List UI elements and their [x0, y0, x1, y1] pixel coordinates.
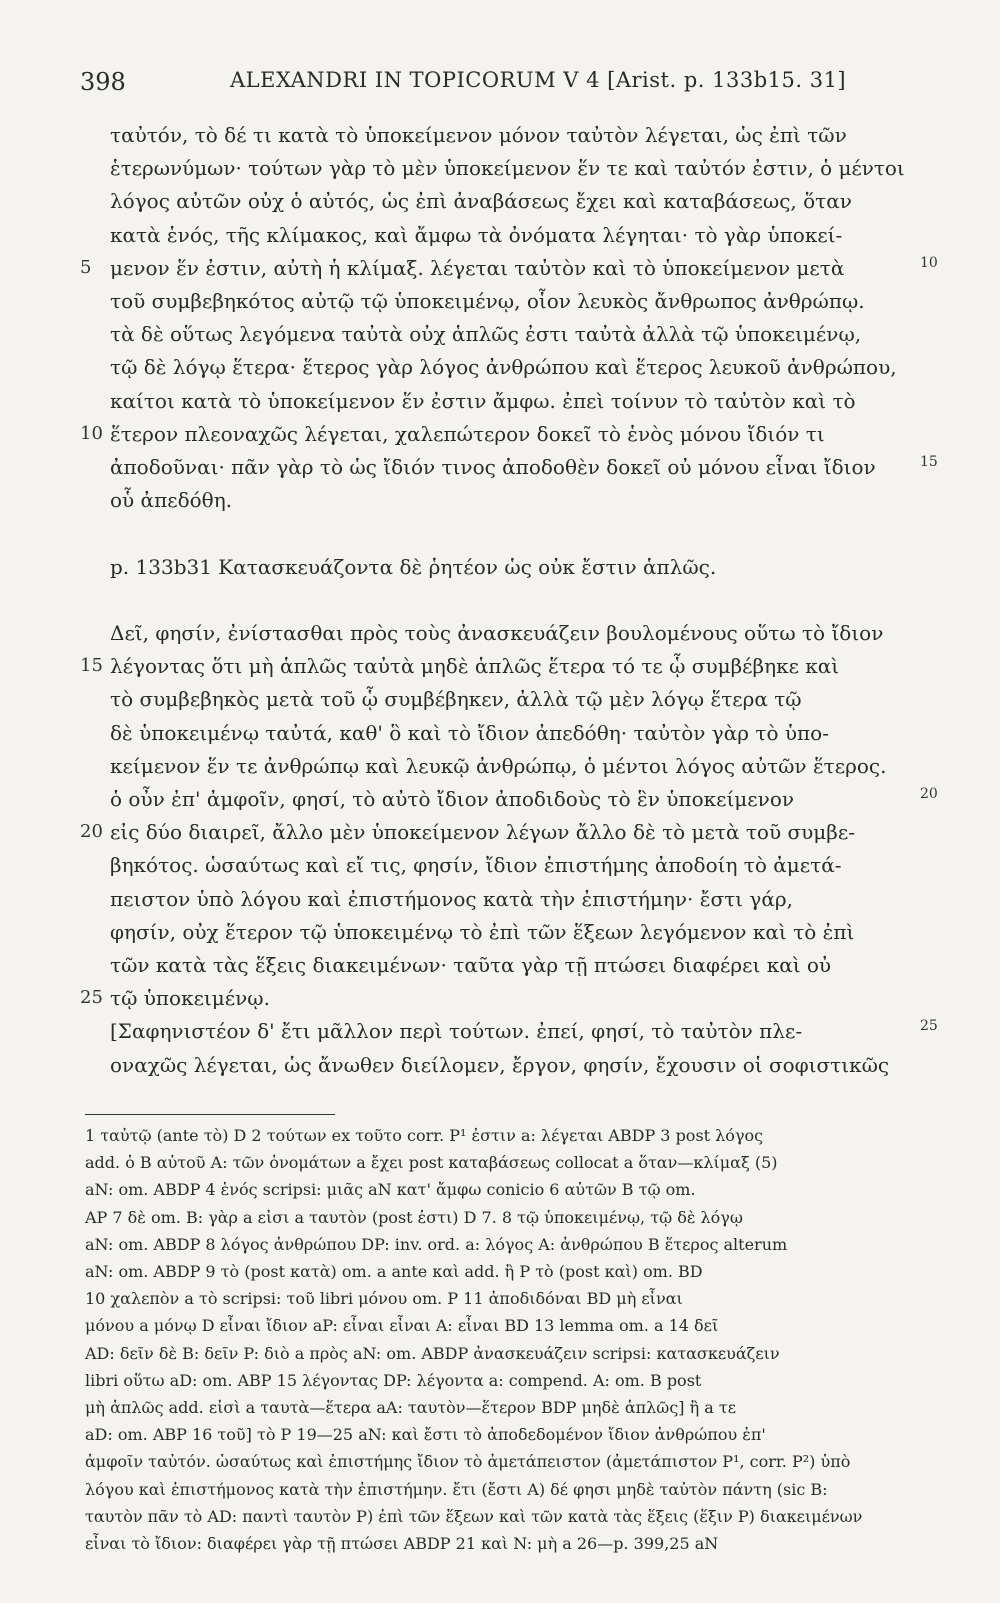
- lemma-line: p. 133b31 Κατασκευάζοντα δὲ ῥητέον ὡς οὐκ ἔστιν ἁπλῶς.: [110, 554, 717, 579]
- footnote-line: aN: om. ABDP 9 τὸ (post κατὰ) om. a ante καὶ add. ἢ P τὸ (post καὶ) om. BD: [85, 1262, 703, 1281]
- footnote-line: aD: om. ABP 16 τοῦ] τὸ P 19—25 aN: καὶ ἔστι τὸ ἀποδεδομένον ἴδιον ἀνθρώπου ἐπ': [85, 1425, 766, 1445]
- margin-reference: 10: [920, 254, 938, 271]
- line-number: 15: [80, 655, 103, 677]
- text-line: φησίν, οὐχ ἕτερον τῷ ὑποκειμένῳ τὸ ἐπὶ τῶν ἕξεων λεγόμενον καὶ τὸ ἐπὶ: [110, 919, 855, 944]
- text-line: τὰ δὲ οὕτως λεγόμενα ταὐτὰ οὐχ ἁπλῶς ἐστι ταὐτὰ ἀλλὰ τῷ ὑποκειμένῳ,: [110, 322, 862, 347]
- margin-reference: 15: [920, 454, 938, 470]
- running-title: ALEXANDRI IN TOPICORUM V 4 [Arist. p. 133b15. 31]: [230, 68, 847, 92]
- text-line: εἰς δύο διαιρεῖ, ἄλλο μὲν ὑποκείμενον λέγων ἄλλο δὲ τὸ μετὰ τοῦ συμβε-: [110, 820, 855, 845]
- footnote-line: 1 ταὐτῷ (ante τὸ) D 2 τούτων ex τοῦτο corr. P¹ ἐστιν a: λέγεται ABDP 3 post λόγος: [85, 1126, 764, 1145]
- text-line: δὲ ὑποκειμένῳ ταὐτά, καθ' ὃ καὶ τὸ ἴδιον ἀπεδόθη· ταὐτὸν γὰρ τὸ ὑπο-: [110, 720, 829, 745]
- line-number: 25: [80, 987, 103, 1009]
- footnote-line: ταυτὸν πᾶν τὸ AD: παντὶ ταυτὸν P) ἐπὶ τῶν ἕξεων καὶ τῶν κατὰ τὰς ἕξεις (ἕξιν P) διακειμένων: [85, 1506, 863, 1526]
- text-line: λέγοντας ὅτι μὴ ἁπλῶς ταὐτὰ μηδὲ ἁπλῶς ἕτερα τό τε ᾧ συμβέβηκε καὶ: [110, 654, 840, 679]
- footnote-line: μὴ ἁπλῶς add. εἰσὶ a ταυτὰ—ἕτερα aA: ταυτὸν—ἕτερον BDP μηδὲ ἁπλῶς] ἢ a τε: [85, 1398, 737, 1417]
- text-line: κατὰ ἑνός, τῆς κλίμακος, καὶ ἄμφω τὰ ὀνόματα λέγηται· τὸ γὰρ ὑποκεί-: [110, 222, 843, 247]
- text-line: λόγος αὐτῶν οὐχ ὁ αὐτός, ὡς ἐπὶ ἀναβάσεως ἔχει καὶ καταβάσεως, ὅταν: [110, 189, 852, 214]
- text-line: καίτοι κατὰ τὸ ὑποκείμενον ἕν ἐστιν ἄμφω. ἐπεὶ τοίνυν τὸ ταὐτὸν καὶ τὸ: [110, 388, 856, 413]
- text-line: ἕτερον πλεοναχῶς λέγεται, χαλεπώτερον δοκεῖ τὸ ἑνὸς μόνου ἴδιόν τι: [110, 421, 825, 446]
- text-line: κείμενον ἕν τε ἀνθρώπῳ καὶ λευκῷ ἀνθρώπῳ, ὁ μέντοι λόγος αὐτῶν ἕτερος.: [110, 753, 887, 778]
- text-line: τῷ ὑποκειμένῳ.: [110, 986, 270, 1011]
- text-line: μενον ἕν ἐστιν, αὐτὴ ἡ κλίμαξ. λέγεται ταὐτὸν καὶ τὸ ὑποκείμενον μετὰ: [110, 255, 845, 280]
- footnote-line: libri οὕτω aD: om. ABP 15 λέγοντας DP: λέγοντα a: compend. A: om. B post: [85, 1370, 702, 1390]
- footnote-line: AD: δεῖν δὲ B: δεῖν P: διὸ a πρὸς aN: om. ABDP ἀνασκευάζειν scripsi: κατασκευάζειν: [85, 1343, 780, 1363]
- line-number: 20: [80, 821, 103, 843]
- text-line: τῶν κατὰ τὰς ἕξεις διακειμένων· ταῦτα γὰρ τῇ πτώσει διαφέρει καὶ οὐ: [110, 953, 832, 977]
- text-line: οὗ ἀπεδόθη.: [110, 488, 233, 513]
- footnote-line: μόνου a μόνῳ D εἶναι ἴδιον aP: εἶναι εἶναι A: εἶναι BD 13 lemma om. a 14 δεῖ: [85, 1316, 719, 1336]
- text-line: ἀποδοῦναι· πᾶν γὰρ τὸ ὡς ἴδιόν τινος ἀποδοθὲν δοκεῖ οὐ μόνου εἶναι ἴδιον: [110, 455, 876, 479]
- text-line: Δεῖ, φησίν, ἐνίστασθαι πρὸς τοὺς ἀνασκευάζειν βουλομένους οὕτω τὸ ἴδιον: [110, 621, 884, 645]
- text-line: ὁ οὖν ἐπ' ἀμφοῖν, φησί, τὸ αὐτὸ ἴδιον ἀποδιδοὺς τὸ ἓν ὑποκείμενον: [110, 787, 795, 811]
- footnote-line: AP 7 δὲ om. B: γὰρ a εἰσι a ταυτὸν (post ἐστι) D 7. 8 τῷ ὑποκειμένῳ, τῷ δὲ λόγῳ: [85, 1207, 743, 1227]
- text-line: ταὐτόν, τὸ δέ τι κατὰ τὸ ὑποκείμενον μόνον ταὐτὸν λέγεται, ὡς ἐπὶ τῶν: [110, 123, 847, 147]
- text-line: πειστον ὑπὸ λόγου καὶ ἐπιστήμονος κατὰ τὴν ἐπιστήμην· ἔστι γάρ,: [110, 886, 793, 911]
- text-line: τὸ συμβεβηκὸς μετὰ τοῦ ᾧ συμβέβηκεν, ἀλλὰ τῷ μὲν λόγῳ ἕτερα τῷ: [110, 687, 802, 712]
- footnote-line: aN: om. ABDP 4 ἑνός scripsi: μιᾶς aN κατ' ἄμφω conicio 6 αὐτῶν B τῷ om.: [85, 1180, 696, 1200]
- text-line: οναχῶς λέγεται, ὡς ἄνωθεν διείλομεν, ἔργον, φησίν, ἔχουσιν οἱ σοφιστικῶς: [110, 1052, 890, 1077]
- footnote-rule: [85, 1114, 335, 1115]
- text-line: [Σαφηνιστέον δ' ἔτι μᾶλλον περὶ τούτων. ἐπεί, φησί, τὸ ταὐτὸν πλε-: [110, 1019, 803, 1044]
- footnote-line: add. ὁ B αὐτοῦ A: τῶν ὀνομάτων a ἔχει post καταβάσεως collocat a ὅταν—κλίμαξ (5): [85, 1153, 778, 1173]
- page-header: [80, 68, 920, 104]
- margin-reference: 25: [920, 1018, 938, 1035]
- text-line: τῷ δὲ λόγῳ ἕτερα· ἕτερος γὰρ λόγος ἀνθρώπου καὶ ἕτερος λευκοῦ ἀνθρώπου,: [110, 355, 897, 380]
- footnote-line: ἀμφοῖν ταὐτόν. ὡσαύτως καὶ ἐπιστήμης ἴδιον τὸ ἀμετάπειστον (ἀμετάπιστον P¹, corr. P²) ὑπὸ: [85, 1452, 851, 1472]
- page-number: 398: [80, 68, 126, 96]
- footnote-line: 10 χαλεπὸν a τὸ scripsi: τοῦ libri μόνου om. P 11 ἀποδιδόναι BD μὴ εἶναι: [85, 1289, 683, 1309]
- margin-reference: 20: [920, 786, 938, 802]
- text-line: ἑτερωνύμων· τούτων γὰρ τὸ μὲν ὑποκείμενον ἕν τε καὶ ταὐτόν ἐστιν, ὁ μέντοι: [110, 156, 905, 181]
- footnote-line: λόγου καὶ ἐπιστήμονος κατὰ τὴν ἐπιστήμην. ἔτι (ἔστι A) δέ φησι μηδὲ ταὐτὸν πάντη (sic B:: [85, 1479, 828, 1499]
- line-number: 10: [80, 422, 103, 444]
- text-line: τοῦ συμβεβηκότος αὐτῷ τῷ ὑποκειμένῳ, οἷον λευκὸς ἄνθρωπος ἀνθρώπῳ.: [110, 289, 865, 313]
- footnote-line: aN: om. ABDP 8 λόγος ἀνθρώπου DP: inv. ord. a: λόγος A: ἀνθρώπου B ἕτερος alterum: [85, 1234, 788, 1254]
- text-line: βηκότος. ὡσαύτως καὶ εἴ τις, φησίν, ἴδιον ἐπιστήμης ἀποδοίη τὸ ἀμετά-: [110, 853, 842, 878]
- line-number: 5: [80, 256, 92, 278]
- footnote-line: εἶναι τὸ ἴδιον: διαφέρει γὰρ τῇ πτώσει ABDP 21 καὶ N: μὴ a 26—p. 399,25 aN: [85, 1534, 719, 1553]
